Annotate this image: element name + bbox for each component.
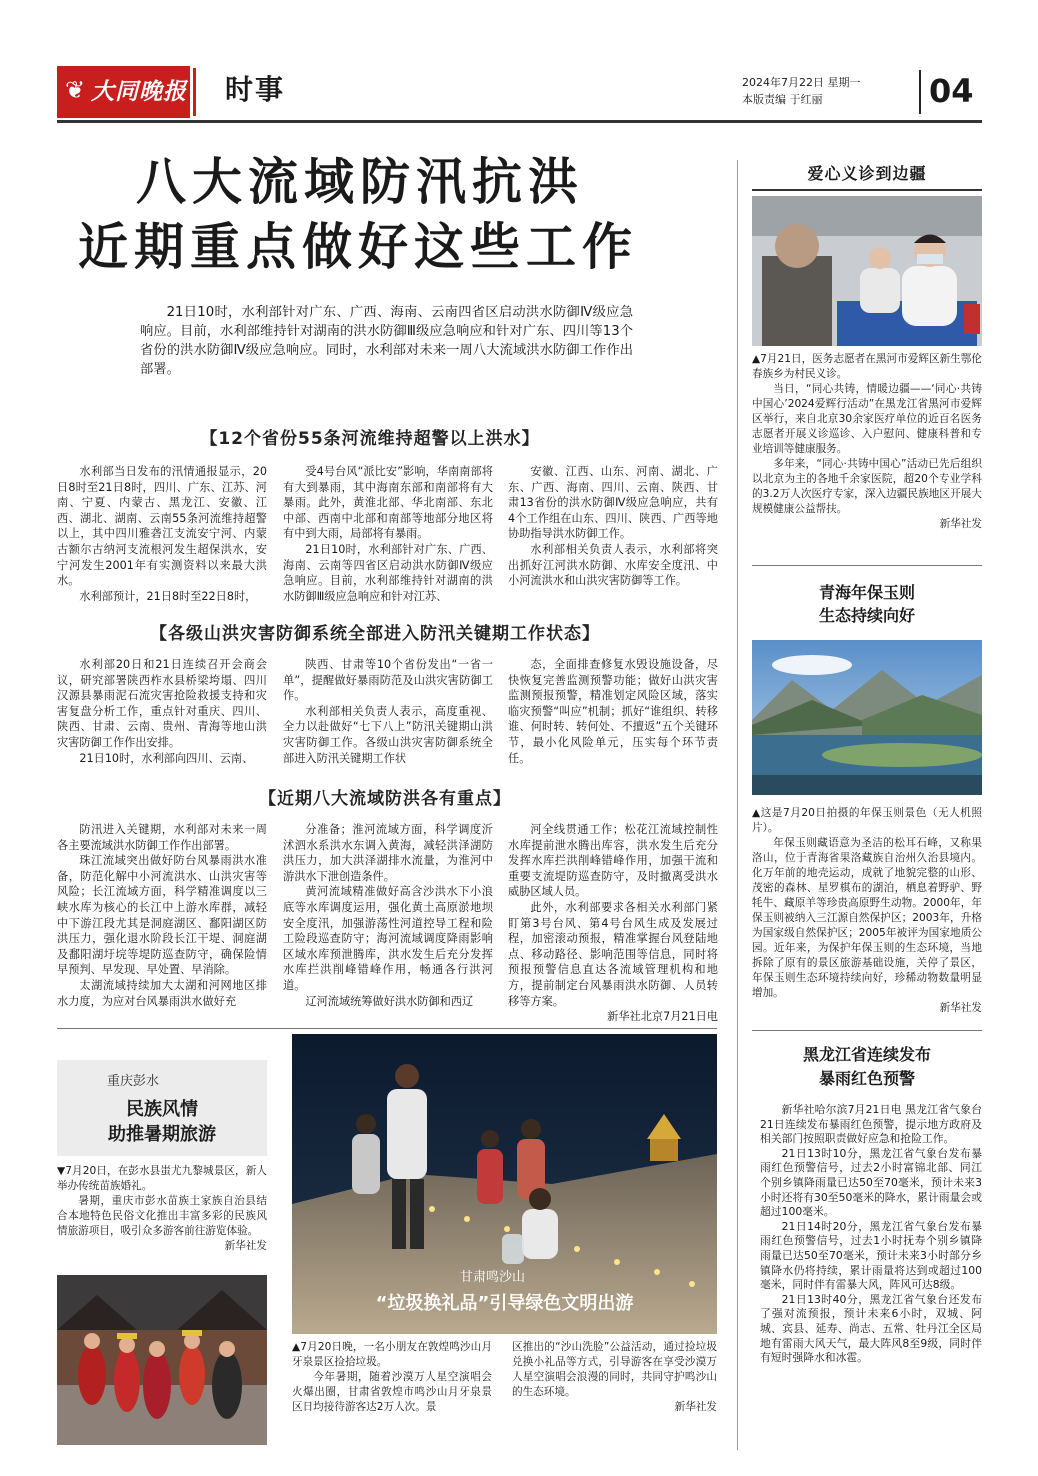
- section1-col1: [57, 464, 267, 604]
- section1-col3: [508, 464, 718, 589]
- paragraph: 新华社哈尔滨7月21日电 黑龙江省气象台21日连续发布暴雨红色预警，提示地方政府及相关部门按照职责做好应急和抢险工作。: [760, 1103, 982, 1146]
- pengshui-title-line1: 民族风情: [126, 1099, 198, 1120]
- paragraph: 态，全面排查修复水毁设施设备，尽快恢复完善监测预警功能；做好山洪灾害监测预报预警，精准划定风险区域，落实临灾预警“叫应”机制；抓好“谁组织、转移谁、何时转、转何处、不擅返”五个关键环节，最小化风险单元，压实每个环节责任。: [508, 658, 718, 765]
- qinghai-caption: [752, 806, 982, 1016]
- byline: 新华社发: [939, 518, 982, 530]
- masthead-logo-text: 大同晚报: [91, 79, 187, 105]
- lead-paragraph: [140, 303, 633, 379]
- paragraph: ▲7月21日，医务志愿者在黑河市爱辉区新生鄂伦春族乡为村民义诊。: [752, 353, 982, 380]
- paragraph: 21日10时，水利部向四川、云南、: [79, 751, 254, 765]
- heilongjiang-body: [760, 1103, 982, 1366]
- section3-col2: [283, 822, 493, 1009]
- masthead: [57, 66, 982, 118]
- mingsha-caption-col2: [512, 1340, 717, 1415]
- heilongjiang-top-rule: [752, 1030, 982, 1031]
- paragraph: 水利部相关负责人表示，水利部将突出抓好江河洪水防御、水库安全度汛、中小河流洪水和山洪灾害防御等工作。: [508, 542, 718, 588]
- paragraph: 当日，“同心共铸，情暖边疆——‘同心·共铸中国心’2024爱辉行活动”在黑龙江省黑河市爱辉区举行，来自北京30余家医疗单位的近百名医务志愿者开展义诊巡诊、入户慰问、健康科普和专业培训等健康服务。: [752, 383, 982, 455]
- paragraph: ▲这是7月20日拍摄的年保玉则景色（无人机照片）。: [752, 807, 982, 834]
- paragraph: 区推出的“沙山洗脸”公益活动，通过捡垃圾兑换小礼品等方式，引导游客在享受沙漠万人星空演唱会浪漫的同时，共同守护鸣沙山的生态环境。: [512, 1341, 717, 1398]
- paragraph: 年保玉则藏语意为圣洁的松耳石峰，又称果洛山，位于青海省果洛藏族自治州久治县境内。化万年前的地壳运动，成就了地貌完整的山形、茂密的森林、星罗棋布的湖泊，栖息着野驴、野牦牛、藏原羊等珍贵高原野生动物。2000年，年保玉则被纳入三江源自然保护区；2003年，升格为国家级自然保护区；2005年被评为国家地质公园。近年来，为保护年保玉则的生态环境，当地拆除了原有的景区旅游基础设施，关停了景区，年保玉则生态环境持续向好，珍稀动物数量明显增加。: [752, 837, 982, 999]
- paragraph: 太湖流域持续加大太湖和河网地区排水力度，为应对台风暴雨洪水做好充: [57, 978, 267, 1008]
- flame-icon: ❦: [65, 76, 86, 104]
- paragraph: 多年来，“同心·共铸中国心”活动已先后组织以北京为主的各地千余家医院，超20个专业学科的3.2万人次医疗专家，深入边疆民族地区开展大规模健康公益帮扶。: [752, 458, 982, 515]
- page-number: 04: [929, 72, 974, 110]
- paragraph: 水利部预计，21日8时至22日8时，: [79, 589, 257, 603]
- clinic-photo: [752, 196, 982, 346]
- mingsha-photo: [292, 1034, 717, 1334]
- lead-text: 21日10时，水利部针对广东、广西、海南、云南四省区启动洪水防御Ⅳ级应急响应。目前，水利部维持针对湖南的洪水防御Ⅲ级应急响应和针对广东、四川等13个省份的洪水防御Ⅳ级应急响应。同时，水利部对未来一周八大流域洪水防御工作作出部署。: [140, 305, 633, 377]
- section1-col2: [283, 464, 493, 604]
- section2-col1: [57, 657, 267, 766]
- paragraph: 水利部当日发布的汛情通报显示，20日8时至21日8时，四川、广东、江苏、河南、宁夏、内蒙古、黑龙江、安徽、江西、湖北、湖南、云南55条河流维持超警以上，其中四川雅砻江支流安宁河、内蒙古额尔古纳河支流根河发生超保洪水，安宁河发生2001年有实测资料以来最大洪水。: [57, 465, 267, 588]
- paragraph: 21日14时20分，黑龙江省气象台发布暴雨红色预警信号，过去1小时抚寿个别乡镇降雨量已达50至70毫米，预计未来3小时部分乡镇降水仍将持续，累计雨量将达到或超过100毫米，同时伴有雷暴大风，阵风可达8级。: [760, 1219, 982, 1292]
- heilongjiang-title-line1: 黑龙江省连续发布: [802, 1045, 931, 1064]
- paragraph: 此外，水利部要求各相关水利部门紧盯第3号台风、第4号台风生成及发展过程，加密滚动预报，精准掌握台风登陆地点、移动路径、影响范围等信息，同时将预报预警信息直达各流域管理机构和地方，提前制定台风暴雨洪水防御、人员转移等方案。: [508, 900, 718, 1008]
- section-name: 时事: [225, 73, 286, 106]
- section3-col1: [57, 822, 267, 1009]
- paragraph: 水利部相关负责人表示，高度重视、全力以赴做好“七下八上”防汛关键期山洪灾害防御工作。各级山洪灾害防御系统全部进入防汛关键期工作状: [283, 704, 493, 765]
- section2-col2: [283, 657, 493, 766]
- mingsha-title: “垃圾换礼品”引导绿色文明出游: [375, 1293, 634, 1314]
- aixin-caption: [752, 352, 982, 532]
- section1-title: 【12个省份55条河流维持超警以上洪水】: [200, 429, 540, 449]
- byline: 新华社发: [939, 1002, 982, 1014]
- heilongjiang-title-line2: 暴雨红色预警: [818, 1069, 915, 1088]
- lake-photo-art: [752, 640, 982, 795]
- byline: 新华社发: [674, 1401, 717, 1413]
- mingsha-place: 甘肃鸣沙山: [460, 1270, 526, 1285]
- lake-photo: [752, 640, 982, 795]
- paragraph: 水利部20日和21日连续召开会商会议，研究部署陕西柞水县桥梁垮塌、四川汉源县暴雨泥石流灾害抢险救援支持和灾害复盘分析工作，重点针对重庆、四川、陕西、甘肃、云南、贵州、青海等地山洪灾害防御工作作出安排。: [57, 658, 267, 749]
- section3-title: 【近期八大流域防洪各有重点】: [259, 789, 511, 809]
- sidebar-divider: [737, 160, 738, 1450]
- pengshui-title-box: [57, 1060, 267, 1156]
- paragraph: 今年暑期，随着沙漠万人星空演唱会火爆出圈，甘肃省敦煌市鸣沙山月牙泉景区日均接待游客达2万人次。景: [292, 1371, 492, 1413]
- qinghai-top-rule: [752, 565, 982, 566]
- paragraph: 安徽、江西、山东、河南、湖北、广东、广西、海南、四川、云南、陕西、甘肃13省份的洪水防御Ⅳ级应急响应，共有4个工作组在山东、四川、陕西、广西等地协助指导洪水防御工作。: [508, 465, 718, 541]
- wedding-photo: [57, 1275, 267, 1445]
- section2-title: 【各级山洪灾害防御系统全部进入防汛关键期工作状态】: [150, 624, 600, 644]
- pengshui-title-line2: 助推暑期旅游: [108, 1124, 216, 1145]
- pengshui-place: 重庆彭水: [107, 1074, 160, 1089]
- mingsha-photo-art: [292, 1034, 717, 1334]
- section2-col3: [508, 657, 718, 766]
- wedding-photo-art: [57, 1275, 267, 1445]
- headline-line2: 近期重点做好这些工作: [78, 217, 638, 276]
- mingsha-caption-col1: [292, 1340, 492, 1415]
- paragraph: 河全线贯通工作；松花江流域控制性水库提前泄水腾出库容，洪水发生后充分发挥水库拦洪削峰错峰作用，加强干流和重要支流堤防巡查防守，及时撤离受洪水威胁区域人员。: [508, 823, 718, 899]
- byline: 新华社北京7月21日电: [607, 1010, 718, 1024]
- paragraph: 陕西、甘肃等10个省份发出“一省一单”，提醒做好暴雨防范及山洪灾害防御工作。: [283, 658, 493, 703]
- aixin-title-rule: [752, 189, 982, 191]
- paragraph: 珠江流域突出做好防台风暴雨洪水准备，防范化解中小河流洪水、山洪灾害等风险；长江流域方面，科学精准调度以三峡水库为核心的长江中上游水库群，减轻中下游江段尤其是洞庭湖区、鄱阳湖区防洪压力，强化退水阶段长江干堤、洞庭湖及鄱阳湖圩垸等堤防巡查防守，确保险情早预判、早发现、早处置、早消除。: [57, 854, 267, 977]
- qinghai-title-line1: 青海年保玉则: [818, 583, 915, 602]
- masthead-logo: [57, 66, 190, 118]
- clinic-photo-art: [752, 196, 982, 346]
- section3-col3: [508, 822, 718, 1025]
- masthead-date: 2024年7月22日 星期一: [742, 76, 861, 89]
- paragraph: 辽河流域统筹做好洪水防御和西辽: [305, 994, 474, 1008]
- bottom-block-rule: [57, 1028, 717, 1029]
- paragraph: 黄河流域精准做好高含沙洪水下小浪底等水库调度运用，强化黄土高原淤地坝安全度汛，加强游荡性河道控导工程和险工险段巡查防守；海河流域调度降雨影响区域水库预泄腾库，洪水发生后充分发挥水库拦洪削峰错峰作用，畅通各行洪河道。: [283, 885, 493, 992]
- qinghai-title-line2: 生态持续向好: [818, 606, 915, 625]
- headline-line1: 八大流域防汛抗洪: [136, 152, 584, 211]
- masthead-rule: [57, 120, 982, 123]
- byline: 新华社发: [224, 1240, 267, 1252]
- paragraph: 分准备；淮河流域方面，科学调度沂沭泗水系洪水东调入黄海，减轻洪泽湖防洪压力，加大洪泽湖排水流量，为淮河中游洪水下泄创造条件。: [283, 823, 493, 883]
- page-number-divider: [919, 70, 921, 114]
- paragraph: 21日13时10分，黑龙江省气象台发布暴雨红色预警信号，过去2小时富锦北部、同江个别乡镇降雨量已达50至70毫米，预计未来3小时还将有30至50毫米的降水，累计雨量会或超过100毫米。: [760, 1146, 982, 1219]
- paragraph: 21日10时，水利部针对广东、广西、海南、云南等四省区启动洪水防御Ⅳ级应急响应。目前，水利部维持针对湖南的洪水防御Ⅲ级应急响应和针对江苏、: [283, 542, 493, 603]
- paragraph: ▲7月20日晚，一名小朋友在敦煌鸣沙山月牙泉景区捡拾垃圾。: [292, 1341, 492, 1368]
- paragraph: ▼7月20日，在彭水县蚩尤九黎城景区，新人举办传统苗族婚礼。: [57, 1165, 267, 1192]
- paragraph: 防汛进入关键期，水利部对未来一周各主要流域洪水防御工作作出部署。: [57, 823, 267, 852]
- pengshui-caption: [57, 1164, 267, 1254]
- logo-divider: [193, 68, 196, 116]
- aixin-title: 爱心义诊到边疆: [807, 164, 927, 183]
- paragraph: 受4号台风“派比安”影响，华南南部将有大到暴雨，其中海南东部和南部将有大暴雨。此外，黄淮北部、华北南部、东北中部、西南中北部和南部等地部分地区将有中到大雨，局部将有暴雨。: [283, 465, 493, 541]
- paragraph: 暑期，重庆市彭水苗族土家族自治县结合本地特色民俗文化推出丰富多彩的民族风情旅游项目，吸引众多游客前往游览体验。: [57, 1195, 267, 1237]
- masthead-editor: 本版责编 于红丽: [742, 93, 823, 106]
- paragraph: 21日13时40分，黑龙江省气象台还发布了强对流预报，预计未来6小时，双城、阿城、宾县、延寿、尚志、五常、牡丹江全区局地有雷雨大风天气，最大阵风8至9级，同时伴有短时强降水和冰雹。: [760, 1292, 982, 1365]
